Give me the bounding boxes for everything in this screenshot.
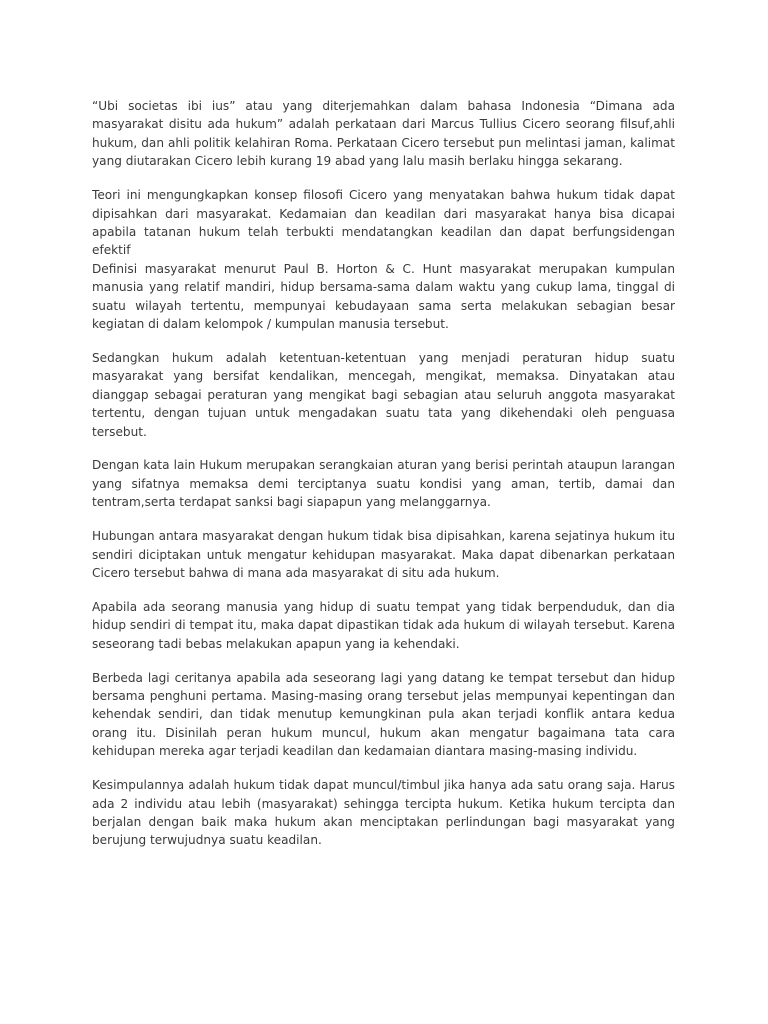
paragraph-6: Apabila ada seorang manusia yang hidup di suatu tempat yang tidak berpenduduk, dan dia hidup sendiri di tempat itu, maka dapat dipastikan tidak ada hukum di wilayah tersebut. Karena seseorang tadi bebas melakukan apapun yang ia kehendaki. — [92, 599, 675, 651]
paragraph-1: “Ubi societas ibi ius” atau yang diterjemahkan dalam bahasa Indonesia “Dimana ada masyarakat disitu ada hukum” adalah perkataan dari Marcus Tullius Cicero seorang filsuf,ahli hukum, dan ahli politik kelahiran Roma. Perkataan Cicero tersebut pun melintasi jaman, kalimat yang diutarakan Cicero lebih kurang 19 abad yang lalu masih berlaku hingga sekarang. — [92, 99, 675, 169]
paragraph-7: Berbeda lagi ceritanya apabila ada seseorang lagi yang datang ke tempat tersebut dan hidup bersama penghuni pertama. Masing-masing orang tersebut jelas mempunyai kepentingan dan kehendak sendiri, dan tidak menutup kemungkinan pula akan terjadi konflik antara kedua orang itu. Disinilah peran hukum muncul, hukum akan mengatur bagaimana tata cara kehidupan mereka agar terjadi keadilan dan kedamaian diantara masing-masing individu. — [92, 670, 675, 759]
paragraph-5: Hubungan antara masyarakat dengan hukum tidak bisa dipisahkan, karena sejatinya hukum itu sendiri diciptakan untuk mengatur kehidupan masyarakat. Maka dapat dibenarkan perkataan Cicero tersebut bahwa di mana ada masyarakat di situ ada hukum. — [92, 529, 675, 580]
document-body — [92, 97, 675, 865]
paragraph-2: Teori ini mengungkapkan konsep filosofi Cicero yang menyatakan bahwa hukum tidak dapat dipisahkan dari masyarakat. Kedamaian dan keadilan dari masyarakat hanya bisa dicapai apabila tatanan hukum telah terbukti mendatangkan keadilan dan dapat berfungsidengan efektif Definisi masyarakat menurut Paul B. Horton & C. Hunt masyarakat merupakan kumpulan manusia yang relatif mandiri, hidup bersama-sama dalam waktu yang cukup lama, tinggal di suatu wilayah tertentu, mempunyai kebudayaan sama serta melakukan sebagian besar kegiatan di dalam kelompok / kumpulan manusia tersebut. — [92, 188, 675, 331]
paragraph-4: Dengan kata lain Hukum merupakan serangkaian aturan yang berisi perintah ataupun larangan yang sifatnya memaksa demi terciptanya suatu kondisi yang aman, tertib, damai dan tentram,serta terdapat sanksi bagi siapapun yang melanggarnya. — [92, 458, 675, 510]
paragraph-3: Sedangkan hukum adalah ketentuan-ketentuan yang menjadi peraturan hidup suatu masyarakat yang bersifat kendalikan, mencegah, mengikat, memaksa. Dinyatakan atau dianggap sebagai peraturan yang mengikat bagi sebagian atau seluruh anggota masyarakat tertentu, dengan tujuan untuk mengadakan suatu tata yang dikehendaki oleh penguasa tersebut. — [92, 350, 675, 439]
paragraph-8: Kesimpulannya adalah hukum tidak dapat muncul/timbul jika hanya ada satu orang saja. Harus ada 2 individu atau lebih (masyarakat) sehingga tercipta hukum. Ketika hukum tercipta dan berjalan dengan baik maka hukum akan menciptakan perlindungan bagi masyarakat yang berujung terwujudnya suatu keadilan. — [92, 778, 675, 848]
